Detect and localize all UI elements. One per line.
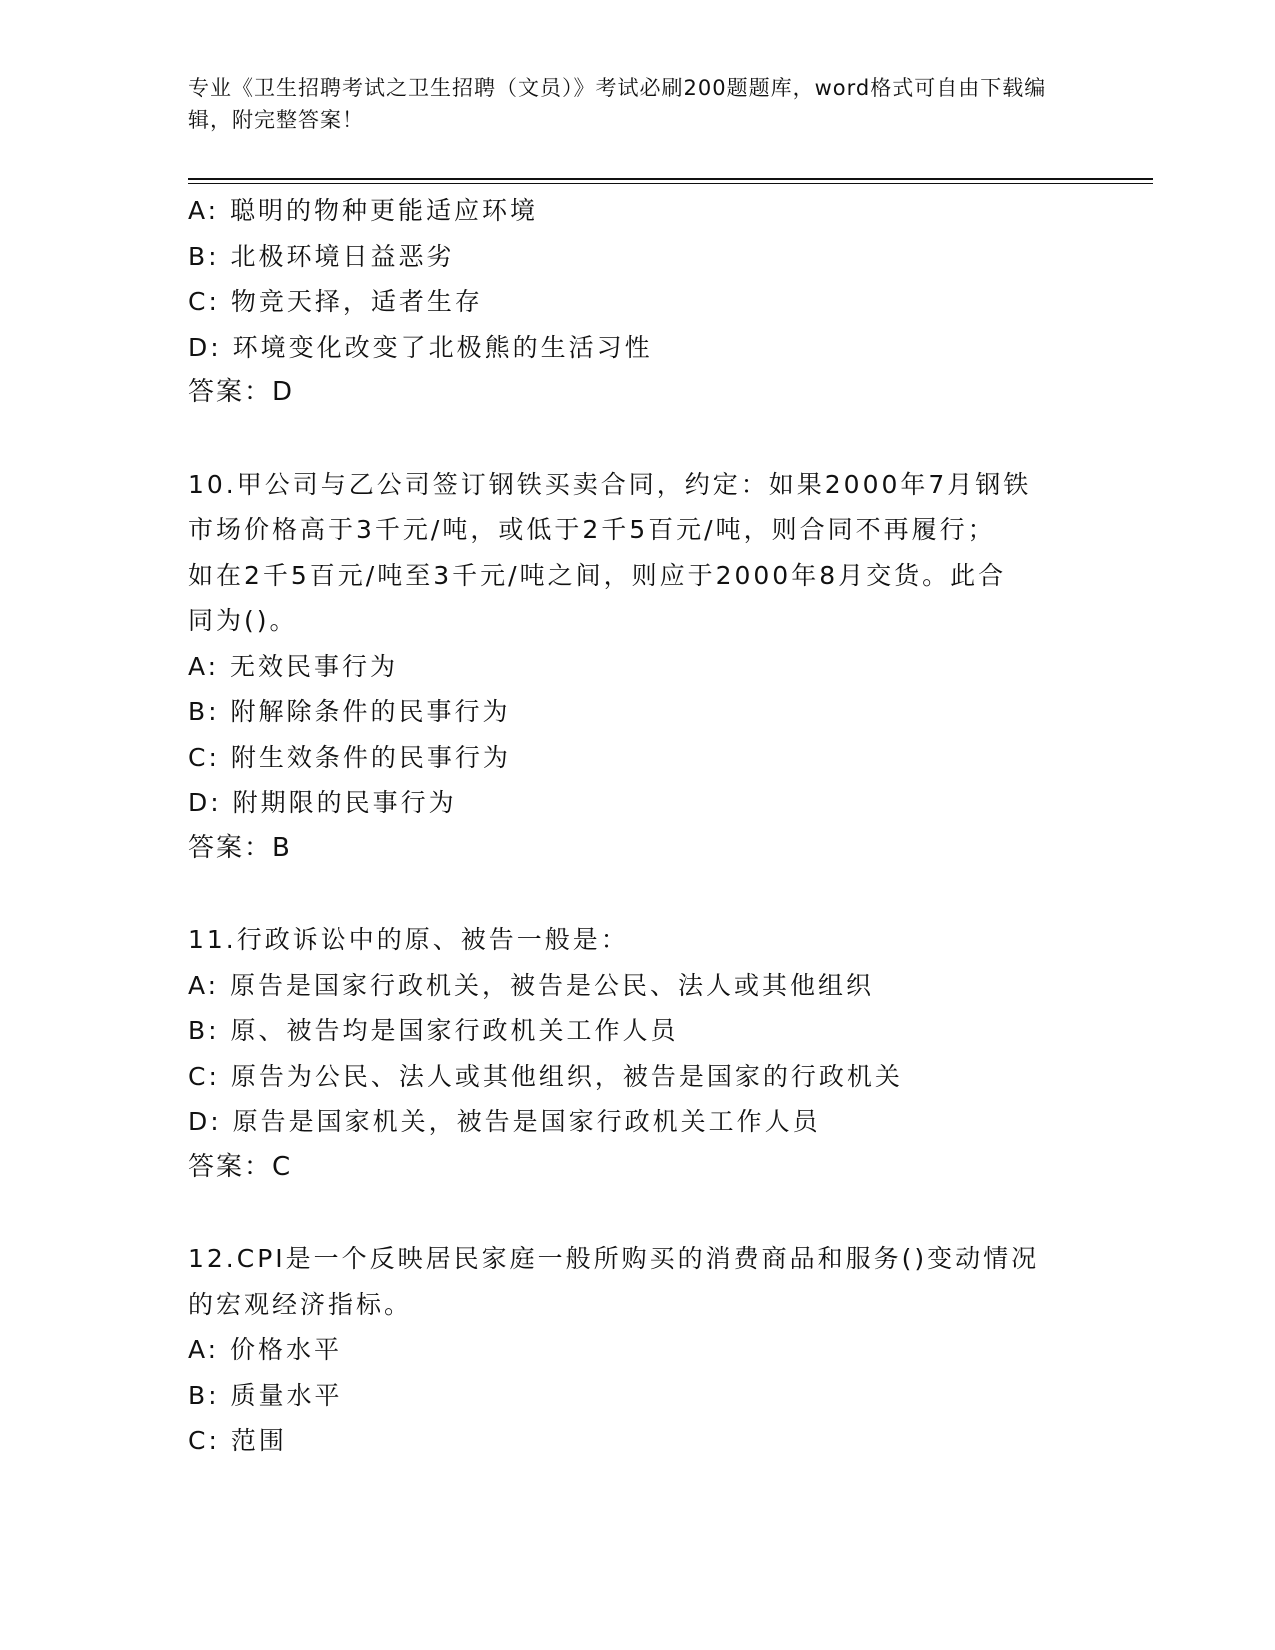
spacer [188, 1190, 1088, 1236]
question-9 [188, 188, 1088, 416]
option-c: C: 物竞天择，适者生存 [188, 287, 483, 316]
question-10 [188, 462, 1088, 872]
question-12 [188, 1236, 1088, 1464]
answer: 答案：D [188, 377, 295, 407]
question-text-line: 的宏观经济指标。 [188, 1289, 413, 1319]
option-d: D: 附期限的民事行为 [188, 788, 457, 817]
question-text-line: 市场价格高于3千元/吨，或低于2千5百元/吨，则合同不再履行； [188, 515, 996, 544]
question-text-line: 同为()。 [188, 606, 298, 635]
question-list [188, 188, 1088, 1464]
question-text-line: 12.CPI是一个反映居民家庭一般所购买的消费商品和服务()变动情况 [188, 1244, 1040, 1273]
question-text-line: 如在2千5百元/吨至3千元/吨之间，则应于2000年8月交货。此合 [188, 560, 1007, 590]
option-b: B: 原、被告均是国家行政机关工作人员 [188, 1016, 679, 1045]
option-b: B: 质量水平 [188, 1380, 343, 1410]
document-header: 专业《卫生招聘考试之卫生招聘（文员）》考试必刷200题题库，word格式可自由下载编辑，附完整答案！ [188, 76, 1047, 132]
header-rule-thick [188, 178, 1153, 180]
option-b: B: 北极环境日益恶劣 [188, 241, 455, 271]
option-a: A: 原告是国家行政机关，被告是公民、法人或其他组织 [188, 970, 875, 1000]
spacer [188, 871, 1088, 917]
option-c: C: 范围 [188, 1426, 287, 1455]
option-a: A: 聪明的物种更能适应环境 [188, 196, 539, 225]
option-d: D: 环境变化改变了北极熊的生活习性 [188, 332, 653, 362]
option-c: C: 原告为公民、法人或其他组织，被告是国家的行政机关 [188, 1061, 903, 1091]
spacer [188, 416, 1088, 462]
option-c: C: 附生效条件的民事行为 [188, 742, 511, 772]
answer: 答案：B [188, 832, 292, 863]
question-text-line: 10.甲公司与乙公司签订钢铁买卖合同，约定：如果2000年7月钢铁 [188, 469, 1032, 499]
question-text-line: 11.行政诉讼中的原、被告一般是： [188, 925, 629, 954]
answer: 答案：C [188, 1151, 293, 1182]
option-a: A: 无效民事行为 [188, 651, 399, 681]
option-a: A: 价格水平 [188, 1335, 343, 1364]
question-11 [188, 917, 1088, 1190]
option-d: D: 原告是国家机关，被告是国家行政机关工作人员 [188, 1107, 821, 1136]
option-b: B: 附解除条件的民事行为 [188, 697, 511, 726]
header-rule-thin [188, 183, 1153, 184]
